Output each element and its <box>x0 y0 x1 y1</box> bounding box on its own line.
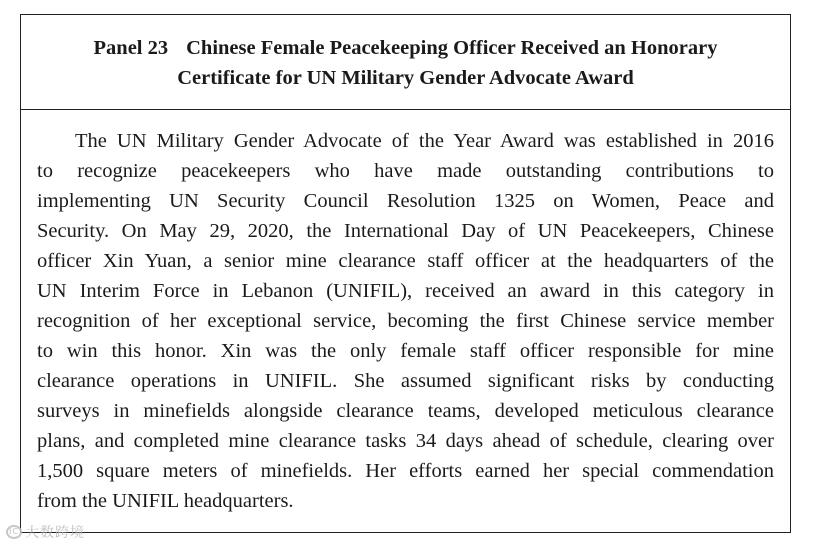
body-line: The UN Military Gender Advocate of the Year Award was established in 2016 <box>75 130 774 152</box>
panel-box <box>20 14 791 533</box>
body-line: 1,500 square meters of minefields. Her efforts earned her special commendation <box>37 460 774 482</box>
panel-title-line-2: Certificate for UN Military Gender Advocate Award <box>177 67 634 89</box>
panel-number: Panel 23 <box>93 37 169 59</box>
body-line: plans, and completed mine clearance tasks 34 days ahead of schedule, clearing over <box>37 430 774 452</box>
panel-title-text-1: Chinese Female Peacekeeping Officer Received an Honorary <box>186 37 718 59</box>
body-line: surveys in minefields alongside clearance teams, developed meticulous clearance <box>37 400 774 422</box>
panel-title-line-1 <box>94 33 718 63</box>
body-line: Security. On May 29, 2020, the International Day of UN Peacekeepers, Chinese <box>37 220 774 242</box>
body-line: to recognize peacekeepers who have made outstanding contributions to <box>37 160 774 182</box>
panel-header <box>21 15 790 110</box>
body-line: officer Xin Yuan, a senior mine clearance staff officer at the headquarters of the <box>37 250 774 272</box>
body-line: UN Interim Force in Lebanon (UNIFIL), received an award in this category in <box>37 280 774 302</box>
body-line: to win this honor. Xin was the only female staff officer responsible for mine <box>37 340 774 362</box>
watermark-text: 大数跨境 <box>25 525 85 541</box>
panel-body <box>21 110 790 516</box>
body-line: recognition of her exceptional service, becoming the first Chinese service member <box>37 310 774 332</box>
body-line: clearance operations in UNIFIL. She assumed significant risks by conducting <box>37 370 774 392</box>
body-line: implementing UN Security Council Resolution 1325 on Women, Peace and <box>37 190 774 212</box>
watermark <box>6 522 85 542</box>
watermark-logo-icon: IC <box>6 525 22 539</box>
body-line: from the UNIFIL headquarters. <box>37 490 294 512</box>
